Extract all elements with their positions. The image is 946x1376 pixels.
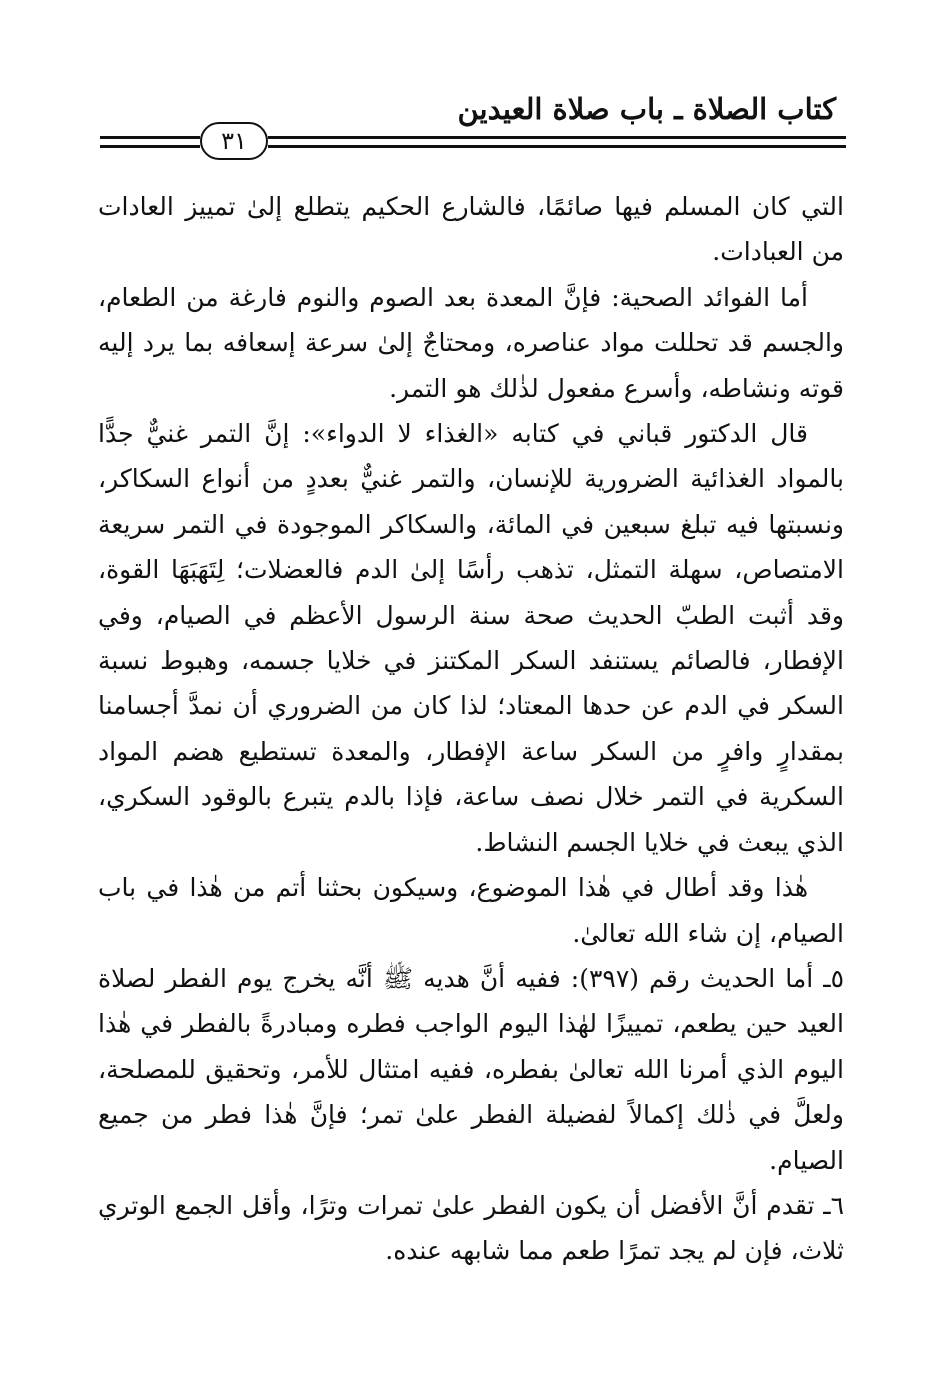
numbered-item-6: ٦ـ تقدم أنَّ الأفضل أن يكون الفطر علىٰ تمرات وترًا، وأقل الجمع الوتري ثلاث، فإن لم يجد تمرًا طعم مما شابهه عنده. [98,1190,844,1266]
numbered-item-5: ٥ـ أما الحديث رقم (٣٩٧): ففيه أنَّ هديه ﷺ أنَّه يخرج يوم الفطر لصلاة العيد حين يطعم، تمييزًا لهٰذا اليوم الواجب فطره ومبادرةً بالفطر في هٰذا اليوم الذي أمرنا الله تعالىٰ بفطره، ففيه امتثال للأمر، وتحقيق للمصلحة، ولعلَّ في ذٰلك إكمالاً لفضيلة الفطر علىٰ تمر؛ فإنَّ هٰذا فطر من جميع الصيام. [98,963,844,1175]
page-number: ٣١ [200,122,268,160]
paragraph-closing-note: هٰذا وقد أطال في هٰذا الموضوع، وسيكون بحثنا أتم من هٰذا في باب الصيام، إن شاء الله تعالىٰ. [98,873,844,948]
header-rule-left [100,136,200,148]
paragraph-health-benefits: أما الفوائد الصحية: فإنَّ المعدة بعد الصوم والنوم فارغة من الطعام، والجسم قد تحللت مواد عناصره، ومحتاجٌ إلىٰ سرعة إسعافه بما يرد إليه قوته ونشاطه، وأسرع مفعول لذٰلك هو التمر. [98,282,844,403]
running-header-title: كتاب الصلاة ـ باب صلاة العيدين [457,92,836,126]
page-body-text [98,184,844,1274]
header-rule-right [268,136,846,148]
paragraph-continuation: التي كان المسلم فيها صائمًا، فالشارع الحكيم يتطلع إلىٰ تمييز العادات من العبادات. [98,192,844,267]
paragraph-doctor-quote: قال الدكتور قباني في كتابه «الغذاء لا الدواء»: إنَّ التمر غنيٌّ جدًّا بالمواد الغذائية الضرورية للإنسان، والتمر غنيٌّ بعددٍ من أنواع السكاكر، ونسبتها فيه تبلغ سبعين في المائة، والسكاكر الموجودة في التمر سريعة الامتصاص، سهلة التمثل، تذهب رأسًا إلىٰ الدم فالعضلات؛ لِتَهَبَهَا القوة، وقد أثبت الطبّ الحديث صحة سنة الرسول الأعظم في الصيام، وفي الإفطار، فالصائم يستنفد السكر المكتنز في خلايا جسمه، وهبوط نسبة السكر في الدم عن حدها المعتاد؛ لذا كان من الضروري أن نمدَّ أجسامنا بمقدارٍ وافرٍ من السكر ساعة الإفطار، والمعدة تستطيع هضم المواد السكرية في التمر خلال نصف ساعة، فإذا بالدم يتبرع بالوقود السكري، الذي يبعث في خلايا الجسم النشاط. [98,419,844,857]
